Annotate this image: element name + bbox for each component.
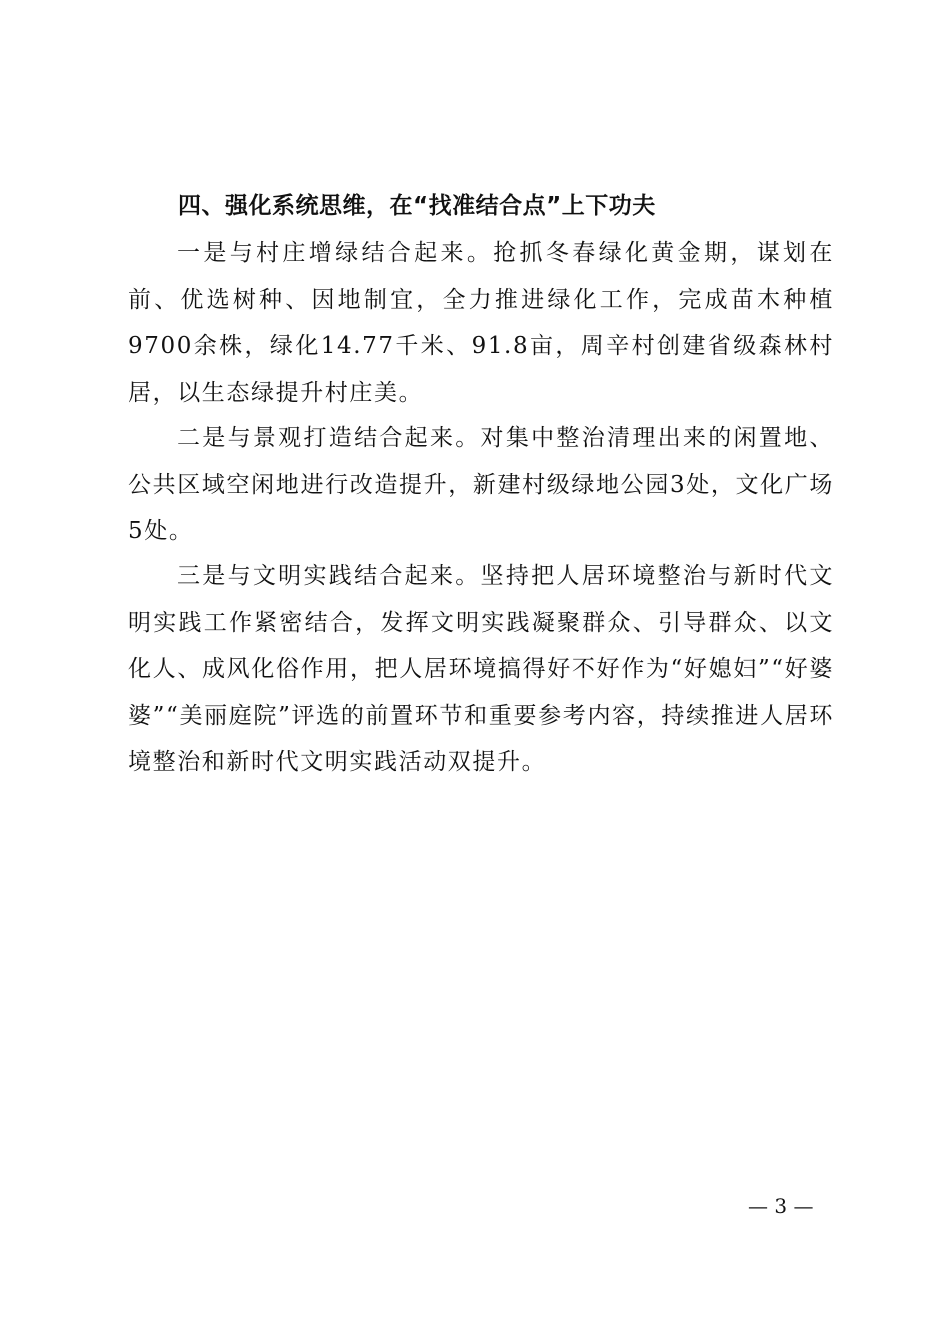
paragraph-civilization-practice: 三是与文明实践结合起来。坚持把人居环境整治与新时代文明实践工作紧密结合，发挥文明实践凝聚群众、引导群众、以文化人、成风化俗作用，把人居环境搞得好不好作为“好媳妇”“好婆婆”“美丽庭院”评选的前置环节和重要参考内容，持续推进人居环境整治和新时代文明实践活动双提升。: [128, 563, 834, 775]
paragraph-village-greening: 一是与村庄增绿结合起来。抢抓冬春绿化黄金期，谋划在前、优选树种、因地制宜，全力推进绿化工作，完成苗木种植9700余株，绿化14.77千米、91.8亩，周辛村创建省级森林村居，以生态绿提升村庄美。: [128, 240, 834, 406]
page-number: — 3 —: [748, 1194, 814, 1218]
paragraph-landscape: 二是与景观打造结合起来。对集中整治清理出来的闲置地、公共区域空闲地进行改造提升，新建村级绿地公园3处，文化广场5处。: [128, 425, 834, 544]
section-heading: 四、强化系统思维，在“找准结合点”上下功夫: [178, 193, 656, 219]
